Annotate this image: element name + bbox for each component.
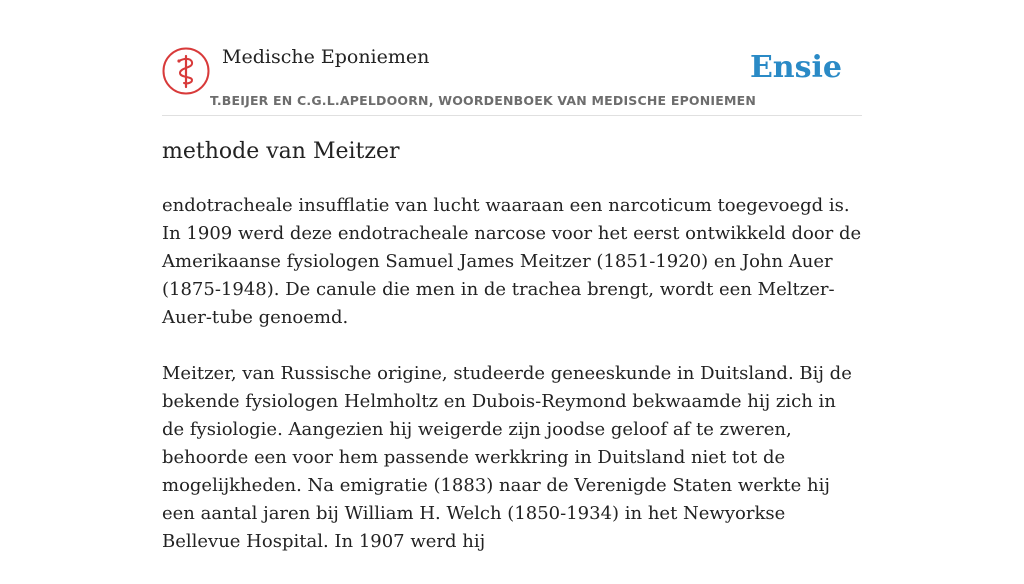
source-subtitle: T.BEIJER EN C.G.L.APELDOORN, WOORDENBOEK VAN MEDISCHE EPONIEMEN (210, 93, 757, 108)
caduceus-icon (162, 47, 210, 95)
entry-paragraph: endotracheale insufflatie van lucht waaraan een narcoticum toegevoegd is. In 1909 werd deze endotracheale narcose voor het eerst ontwikkeld door de Amerikaanse fysiologen Samuel James Meitzer (1851-1920) en John Auer (1875-1948). De canule die men in de trachea brengt, wordt een Meltzer-Auer-tube genoemd. (162, 195, 862, 328)
entry-body (162, 192, 862, 584)
source-title[interactable]: Medische Eponiemen (222, 46, 430, 68)
entry-paragraph: Meitzer, van Russische origine, studeerde geneeskunde in Duitsland. Bij de bekende fysiologen Helmholtz en Dubois-Reymond bekwaamde hij zich in de fysiologie. Aangezien hij weigerde zijn joodse geloof af te zweren, behoorde een voor hem passende werkkring in Duitsland niet tot de mogelijkheden. Na emigratie (1883) naar de Verenigde Staten werkte hij een aantal jaren bij William H. Welch (1850-1934) in het Newyorkse Bellevue Hospital. In 1907 werd hij (162, 363, 852, 552)
source-header (162, 44, 862, 116)
header-divider (162, 115, 862, 116)
entry-headword: methode van Meitzer (162, 139, 400, 164)
ensie-brand-logo[interactable]: Ensie (749, 50, 842, 85)
